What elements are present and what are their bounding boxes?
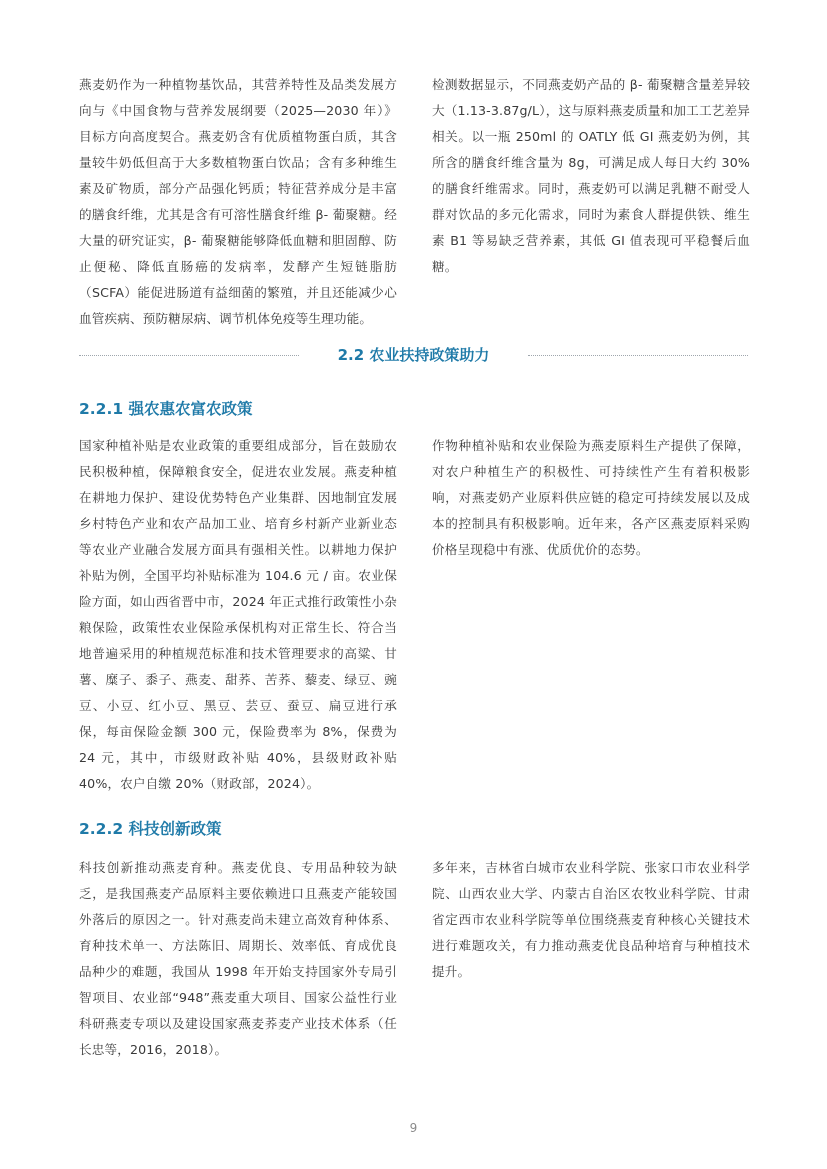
- divider-right: [528, 355, 748, 356]
- intro-left-paragraph: 燕麦奶作为一种植物基饮品，其营养特性及品类发展方向与《中国食物与营养发展纲要（2025—2030 年）》目标方向高度契合。燕麦奶含有优质植物蛋白质，其含量较牛奶低但高于大多数植物蛋白饮品；含有多种维生素及矿物质，部分产品强化钙质；特征营养成分是丰富的膳食纤维，尤其是含有可溶性膳食纤维 β- 葡聚糖。经大量的研究证实，β- 葡聚糖能够降低血糖和胆固醇、防止便秘、降低直肠癌的发病率，发酵产生短链脂肪（SCFA）能促进肠道有益细菌的繁殖，并且还能减少心血管疾病、预防糖尿病、调节机体免疫等生理功能。: [79, 77, 397, 326]
- section-heading: [0, 342, 827, 368]
- subsection-1-right-paragraph: 作物种植补贴和农业保险为燕麦原料生产提供了保障，对农户种植生产的积极性、可持续性产生有着积极影响，对燕麦奶产业原料供应链的稳定可持续发展以及成本的控制具有积极影响。近年来，各产区燕麦原料采购价格呈现稳中有涨、优质优价的态势。: [432, 438, 750, 557]
- intro-right-paragraph: 检测数据显示，不同燕麦奶产品的 β- 葡聚糖含量差异较大（1.13-3.87g/L），这与原料燕麦质量和加工工艺差异相关。以一瓶 250ml 的 OATLY 低 GI 燕麦奶为例，其所含的膳食纤维含量为 8g，可满足成人每日大约 30% 的膳食纤维需求。同时，燕麦奶可以满足乳糖不耐受人群对饮品的多元化需求，同时为素食人群提供铁、维生素 B1 等易缺乏营养素，其低 GI 值表现可平稳餐后血糖。: [432, 77, 750, 274]
- subsection-2-title: 2.2.2 科技创新政策: [79, 820, 222, 838]
- page-number: 9: [409, 1121, 418, 1135]
- section-title: 2.2 农业扶持政策助力: [337, 346, 490, 364]
- subsection-2-right-paragraph: 多年来，吉林省白城市农业科学院、张家口市农业科学院、山西农业大学、内蒙古自治区农牧业科学院、甘肃省定西市农业科学院等单位围绕燕麦育种核心关键技术进行难题攻关，有力推动燕麦优良品种培育与种植技术提升。: [432, 860, 750, 979]
- subsection-1-title: 2.2.1 强农惠农富农政策: [79, 400, 253, 418]
- subsection-1-left-paragraph: 国家种植补贴是农业政策的重要组成部分，旨在鼓励农民积极种植，保障粮食安全，促进农业发展。燕麦种植在耕地力保护、建设优势特色产业集群、因地制宜发展乡村特色产业和农产品加工业、培育乡村新产业新业态等农业产业融合发展方面具有强相关性。以耕地力保护补贴为例，全国平均补贴标准为 104.6 元 / 亩。农业保险方面，如山西省晋中市，2024 年正式推行政策性小杂粮保险，政策性农业保险承保机构对正常生长、符合当地普遍采用的种植规范标准和技术管理要求的高粱、甘薯、糜子、黍子、燕麦、甜荞、苦荞、藜麦、绿豆、豌豆、小豆、红小豆、黑豆、芸豆、蚕豆、扁豆进行承保，每亩保险金额 300 元，保险费率为 8%，保费为 24 元，其中，市级财政补贴 40%，县级财政补贴 40%，农户自缴 20%（财政部，2024）。: [79, 438, 397, 791]
- subsection-2-left-paragraph: 科技创新推动燕麦育种。燕麦优良、专用品种较为缺乏，是我国燕麦产品原料主要依赖进口且燕麦产能较国外落后的原因之一。针对燕麦尚未建立高效育种体系、育种技术单一、方法陈旧、周期长、效率低、育成优良品种少的难题，我国从 1998 年开始支持国家外专局引智项目、农业部“948”燕麦重大项目、国家公益性行业科研燕麦专项以及建设国家燕麦荞麦产业技术体系（任长忠等，2016，2018）。: [79, 860, 397, 1057]
- divider-left: [79, 355, 299, 356]
